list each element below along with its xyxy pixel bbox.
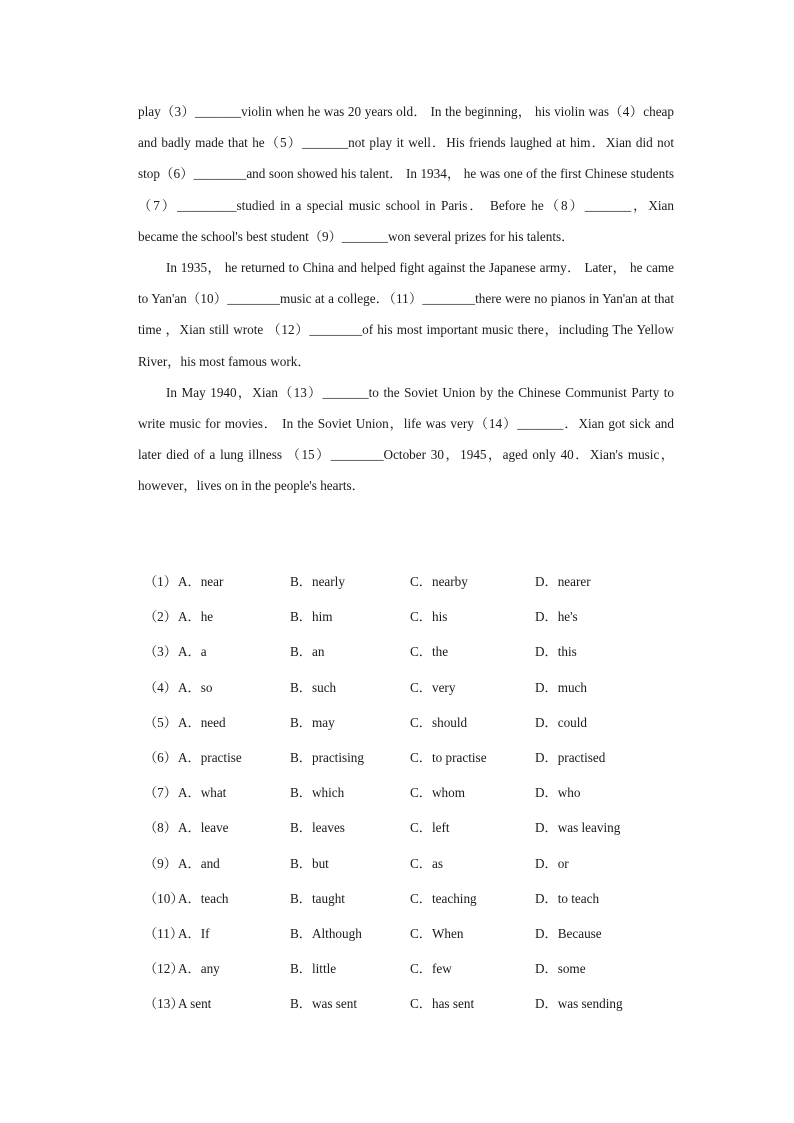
- option-d: D．Because: [535, 925, 602, 941]
- question-number: （6）: [144, 749, 177, 765]
- option-a: A．If: [178, 925, 210, 941]
- option-b: B．nearly: [290, 574, 345, 589]
- option-d: D．to teach: [535, 890, 600, 906]
- option-c: C．When: [410, 925, 464, 941]
- option-c: C．nearby: [410, 574, 468, 589]
- question-12-options: [144, 953, 664, 988]
- question-4-options: [144, 672, 664, 707]
- question-number: （3）: [144, 644, 177, 660]
- reading-passage: [138, 96, 674, 502]
- question-number: （7）: [144, 785, 177, 801]
- option-a: A．and: [178, 855, 220, 871]
- option-d: D．could: [535, 714, 588, 730]
- option-d: D．some: [535, 961, 586, 977]
- question-number: （1）: [144, 574, 177, 589]
- option-d: D．much: [535, 679, 588, 695]
- option-a: A．teach: [178, 890, 229, 906]
- option-c: C．as: [410, 855, 443, 871]
- question-9-options: [144, 848, 664, 883]
- option-c: C．to practise: [410, 749, 487, 765]
- passage-paragraph-2: In 1935， he returned to China and helped fight against the Japanese army． Later， he came to Yan'an（10）________music at a college．（11）________there were no pianos in Yan'an at that time ，Xian still wrote （12）________of his most important music there，including The Yellow River，his most famous work．: [138, 260, 674, 369]
- option-a: A．any: [178, 961, 220, 977]
- option-b: B．was sent: [290, 996, 358, 1012]
- question-5-options: [144, 707, 664, 742]
- question-1-options: [144, 566, 664, 601]
- question-number: （4）: [144, 679, 177, 695]
- question-number: （8）: [144, 820, 177, 836]
- option-a: A．leave: [178, 820, 229, 836]
- option-a: A sent: [178, 996, 212, 1012]
- option-c: C．teaching: [410, 890, 477, 906]
- question-10-options: [144, 883, 664, 918]
- question-number: （2）: [144, 609, 177, 625]
- option-c: C．few: [410, 961, 452, 977]
- option-c: C．left: [410, 820, 450, 836]
- option-a: A．near: [178, 574, 224, 589]
- question-6-options: [144, 742, 664, 777]
- option-b: B．him: [290, 609, 333, 625]
- option-b: B．Although: [290, 925, 362, 941]
- question-number: （10）: [144, 890, 184, 906]
- question-11-options: [144, 918, 664, 953]
- option-d: D．he's: [535, 609, 578, 625]
- answer-options-list: [144, 566, 664, 1023]
- option-c: C．his: [410, 609, 448, 625]
- option-a: A．a: [178, 644, 207, 660]
- option-d: D．practised: [535, 749, 606, 765]
- option-a: A．what: [178, 785, 227, 801]
- option-b: B．such: [290, 679, 337, 695]
- option-c: C．very: [410, 679, 456, 695]
- question-number: （11）: [144, 925, 184, 941]
- option-d: D．was leaving: [535, 820, 621, 836]
- option-b: B．little: [290, 961, 337, 977]
- option-c: C．the: [410, 644, 449, 660]
- question-8-options: [144, 812, 664, 847]
- option-a: A．he: [178, 609, 214, 625]
- question-2-options: [144, 601, 664, 636]
- option-d: D．or: [535, 855, 569, 871]
- question-number: （12）: [144, 961, 184, 977]
- question-number: （9）: [144, 855, 177, 871]
- option-c: C．should: [410, 714, 468, 730]
- question-number: （5）: [144, 714, 177, 730]
- question-7-options: [144, 777, 664, 812]
- option-b: B．which: [290, 785, 345, 801]
- option-b: B．an: [290, 644, 325, 660]
- question-3-options: [144, 636, 664, 671]
- option-b: B．practising: [290, 749, 364, 765]
- option-a: A．practise: [178, 749, 242, 765]
- option-d: D．nearer: [535, 574, 591, 589]
- option-b: B．but: [290, 855, 329, 871]
- option-c: C．whom: [410, 785, 465, 801]
- option-a: A．need: [178, 714, 226, 730]
- option-c: C．has sent: [410, 996, 475, 1012]
- option-d: D．was sending: [535, 996, 623, 1012]
- option-d: D．this: [535, 644, 577, 660]
- passage-paragraph-3: In May 1940，Xian（13）_______to the Soviet Union by the Chinese Communist Party to write music for movies． In the Soviet Union，life was very（14）_______．Xian got sick and later died of a lung illness （15）________October 30，1945，aged only 40．Xian's music，however，lives on in the people's hearts．: [138, 384, 674, 494]
- question-13-options: [144, 988, 664, 1023]
- option-b: B．taught: [290, 890, 345, 906]
- option-d: D．who: [535, 785, 581, 801]
- passage-paragraph-1: play（3）_______violin when he was 20 years old． In the beginning， his violin was（4）cheap and badly made that he（5）_______not play it well．His friends laughed at him．Xian did not stop（6）________and soon showed his talent． In 1934， he was one of the first Chinese students（7）_________studied in a special music school in Paris． Before he（8）_______，Xian became the school's best student（9）_______won several prizes for his talents．: [138, 104, 674, 244]
- option-b: B．leaves: [290, 820, 345, 836]
- option-b: B．may: [290, 714, 335, 730]
- option-a: A．so: [178, 679, 213, 695]
- question-number: （13）: [144, 996, 184, 1012]
